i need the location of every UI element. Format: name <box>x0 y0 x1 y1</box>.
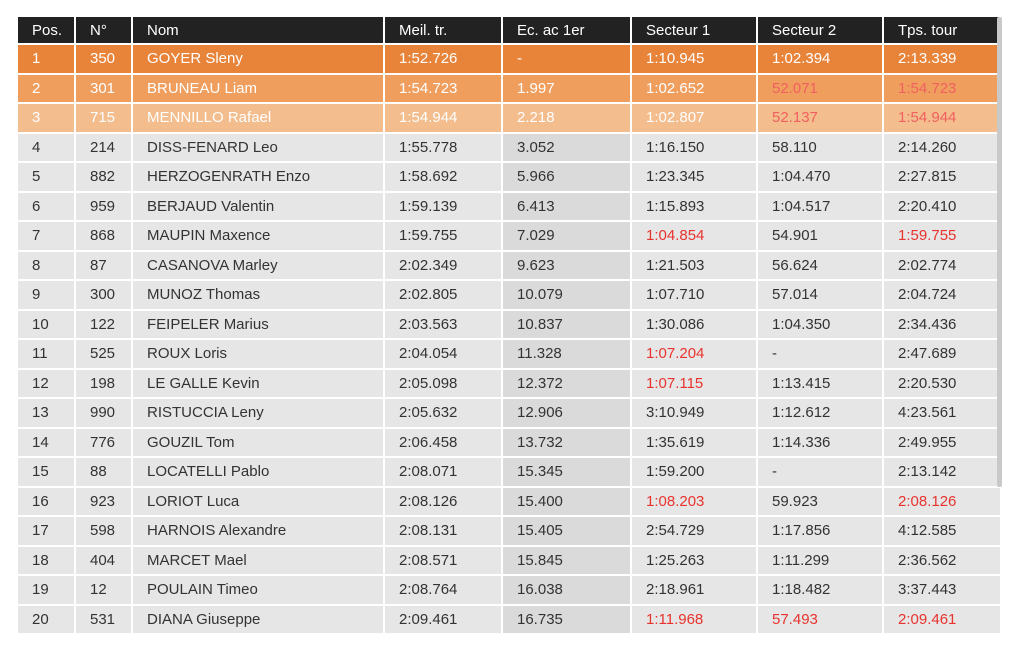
cell-sector-1: 1:23.345 <box>632 163 758 191</box>
cell-lap-time: 2:36.562 <box>884 547 1000 575</box>
cell-best-lap: 1:58.692 <box>385 163 503 191</box>
table-row[interactable] <box>18 517 1000 545</box>
cell-gap-first: 7.029 <box>503 222 632 250</box>
cell-sector-1: 1:16.150 <box>632 134 758 162</box>
cell-pos: 6 <box>18 193 76 221</box>
cell-sector-2: 1:18.482 <box>758 576 884 604</box>
cell-lap-time: 4:12.585 <box>884 517 1000 545</box>
cell-sector-2: 56.624 <box>758 252 884 280</box>
cell-lap-time: 2:02.774 <box>884 252 1000 280</box>
cell-gap-first: 16.735 <box>503 606 632 634</box>
cell-best-lap: 2:02.805 <box>385 281 503 309</box>
cell-gap-first: 5.966 <box>503 163 632 191</box>
cell-name: DIANA Giuseppe <box>133 606 385 634</box>
cell-sector-2: - <box>758 340 884 368</box>
cell-sector-2: 59.923 <box>758 488 884 516</box>
cell-number: 214 <box>76 134 133 162</box>
cell-name: ROUX Loris <box>133 340 385 368</box>
cell-number: 525 <box>76 340 133 368</box>
cell-sector-2: 1:13.415 <box>758 370 884 398</box>
cell-number: 776 <box>76 429 133 457</box>
cell-pos: 18 <box>18 547 76 575</box>
cell-pos: 13 <box>18 399 76 427</box>
cell-best-lap: 1:54.944 <box>385 104 503 132</box>
cell-sector-1: 1:21.503 <box>632 252 758 280</box>
cell-name: GOUZIL Tom <box>133 429 385 457</box>
header-pos[interactable]: Pos. <box>18 17 76 43</box>
table-row[interactable] <box>18 340 1000 368</box>
cell-pos: 5 <box>18 163 76 191</box>
cell-lap-time: 4:23.561 <box>884 399 1000 427</box>
cell-sector-1: 1:02.807 <box>632 104 758 132</box>
cell-name: GOYER Sleny <box>133 45 385 73</box>
cell-best-lap: 2:08.131 <box>385 517 503 545</box>
table-body <box>18 45 1000 633</box>
cell-lap-time: 1:59.755 <box>884 222 1000 250</box>
table-row[interactable] <box>18 281 1000 309</box>
cell-number: 404 <box>76 547 133 575</box>
cell-lap-time: 2:08.126 <box>884 488 1000 516</box>
cell-lap-time: 3:37.443 <box>884 576 1000 604</box>
table-row[interactable] <box>18 429 1000 457</box>
cell-gap-first: 1.997 <box>503 75 632 103</box>
cell-pos: 9 <box>18 281 76 309</box>
table-row[interactable] <box>18 458 1000 486</box>
cell-lap-time: 1:54.944 <box>884 104 1000 132</box>
table-row[interactable] <box>18 75 1000 103</box>
cell-pos: 10 <box>18 311 76 339</box>
cell-pos: 19 <box>18 576 76 604</box>
cell-sector-2: 1:04.470 <box>758 163 884 191</box>
table-row[interactable] <box>18 399 1000 427</box>
cell-sector-1: 1:02.652 <box>632 75 758 103</box>
cell-sector-2: 1:14.336 <box>758 429 884 457</box>
cell-sector-1: 3:10.949 <box>632 399 758 427</box>
cell-best-lap: 2:08.126 <box>385 488 503 516</box>
cell-pos: 15 <box>18 458 76 486</box>
cell-name: POULAIN Timeo <box>133 576 385 604</box>
cell-gap-first: 2.218 <box>503 104 632 132</box>
cell-number: 300 <box>76 281 133 309</box>
cell-lap-time: 2:09.461 <box>884 606 1000 634</box>
cell-sector-2: 1:02.394 <box>758 45 884 73</box>
cell-best-lap: 2:09.461 <box>385 606 503 634</box>
cell-sector-1: 1:10.945 <box>632 45 758 73</box>
cell-best-lap: 2:08.764 <box>385 576 503 604</box>
cell-sector-1: 1:08.203 <box>632 488 758 516</box>
cell-gap-first: 10.837 <box>503 311 632 339</box>
cell-pos: 4 <box>18 134 76 162</box>
cell-lap-time: 2:27.815 <box>884 163 1000 191</box>
cell-sector-2: 57.493 <box>758 606 884 634</box>
table-row[interactable] <box>18 104 1000 132</box>
cell-gap-first: - <box>503 45 632 73</box>
cell-name: MUNOZ Thomas <box>133 281 385 309</box>
cell-number: 923 <box>76 488 133 516</box>
cell-gap-first: 12.906 <box>503 399 632 427</box>
cell-number: 88 <box>76 458 133 486</box>
cell-number: 598 <box>76 517 133 545</box>
cell-lap-time: 2:20.530 <box>884 370 1000 398</box>
cell-lap-time: 2:20.410 <box>884 193 1000 221</box>
cell-number: 882 <box>76 163 133 191</box>
table-row[interactable] <box>18 163 1000 191</box>
cell-sector-2: 1:04.517 <box>758 193 884 221</box>
cell-pos: 2 <box>18 75 76 103</box>
header-sector-1[interactable]: Secteur 1 <box>632 17 758 43</box>
cell-gap-first: 9.623 <box>503 252 632 280</box>
cell-sector-1: 1:30.086 <box>632 311 758 339</box>
cell-sector-1: 1:11.968 <box>632 606 758 634</box>
header-name[interactable]: Nom <box>133 17 385 43</box>
cell-best-lap: 2:06.458 <box>385 429 503 457</box>
cell-sector-1: 1:25.263 <box>632 547 758 575</box>
cell-sector-1: 1:04.854 <box>632 222 758 250</box>
cell-sector-2: 1:17.856 <box>758 517 884 545</box>
cell-pos: 17 <box>18 517 76 545</box>
cell-best-lap: 1:59.755 <box>385 222 503 250</box>
cell-lap-time: 1:54.723 <box>884 75 1000 103</box>
cell-lap-time: 2:04.724 <box>884 281 1000 309</box>
cell-gap-first: 15.405 <box>503 517 632 545</box>
cell-sector-2: 52.137 <box>758 104 884 132</box>
cell-sector-1: 1:35.619 <box>632 429 758 457</box>
cell-name: BRUNEAU Liam <box>133 75 385 103</box>
cell-number: 12 <box>76 576 133 604</box>
cell-gap-first: 3.052 <box>503 134 632 162</box>
cell-pos: 12 <box>18 370 76 398</box>
cell-sector-2: 58.110 <box>758 134 884 162</box>
header-best-lap[interactable]: Meil. tr. <box>385 17 503 43</box>
cell-sector-2: 52.071 <box>758 75 884 103</box>
cell-lap-time: 2:13.142 <box>884 458 1000 486</box>
cell-best-lap: 2:05.098 <box>385 370 503 398</box>
cell-pos: 16 <box>18 488 76 516</box>
cell-number: 122 <box>76 311 133 339</box>
cell-number: 531 <box>76 606 133 634</box>
results-table-container[interactable] <box>18 17 1000 665</box>
cell-pos: 3 <box>18 104 76 132</box>
cell-name: MENNILLO Rafael <box>133 104 385 132</box>
cell-pos: 14 <box>18 429 76 457</box>
cell-best-lap: 2:03.563 <box>385 311 503 339</box>
cell-sector-1: 1:07.204 <box>632 340 758 368</box>
table-row[interactable] <box>18 488 1000 516</box>
vertical-scrollbar[interactable] <box>997 17 1002 487</box>
header-gap-first[interactable]: Ec. ac 1er <box>503 17 632 43</box>
cell-sector-1: 1:07.115 <box>632 370 758 398</box>
table-row[interactable] <box>18 370 1000 398</box>
cell-name: HARNOIS Alexandre <box>133 517 385 545</box>
cell-sector-2: 1:12.612 <box>758 399 884 427</box>
cell-gap-first: 10.079 <box>503 281 632 309</box>
cell-gap-first: 13.732 <box>503 429 632 457</box>
cell-name: CASANOVA Marley <box>133 252 385 280</box>
cell-number: 990 <box>76 399 133 427</box>
cell-pos: 1 <box>18 45 76 73</box>
cell-best-lap: 2:04.054 <box>385 340 503 368</box>
cell-lap-time: 2:49.955 <box>884 429 1000 457</box>
cell-name: LORIOT Luca <box>133 488 385 516</box>
cell-best-lap: 2:08.071 <box>385 458 503 486</box>
cell-pos: 8 <box>18 252 76 280</box>
cell-number: 87 <box>76 252 133 280</box>
cell-number: 198 <box>76 370 133 398</box>
table-row[interactable] <box>18 547 1000 575</box>
cell-gap-first: 11.328 <box>503 340 632 368</box>
cell-pos: 20 <box>18 606 76 634</box>
cell-name: DISS-FENARD Leo <box>133 134 385 162</box>
table-row[interactable] <box>18 252 1000 280</box>
cell-number: 868 <box>76 222 133 250</box>
cell-best-lap: 2:08.571 <box>385 547 503 575</box>
cell-best-lap: 1:54.723 <box>385 75 503 103</box>
table-header <box>18 17 1000 43</box>
cell-best-lap: 1:55.778 <box>385 134 503 162</box>
table-row[interactable] <box>18 134 1000 162</box>
cell-best-lap: 2:05.632 <box>385 399 503 427</box>
cell-gap-first: 12.372 <box>503 370 632 398</box>
table-row[interactable] <box>18 222 1000 250</box>
header-number[interactable]: N° <box>76 17 133 43</box>
cell-sector-1: 1:59.200 <box>632 458 758 486</box>
cell-sector-2: 54.901 <box>758 222 884 250</box>
cell-sector-1: 1:15.893 <box>632 193 758 221</box>
table-row[interactable] <box>18 606 1000 634</box>
results-table <box>18 17 1000 635</box>
cell-number: 350 <box>76 45 133 73</box>
cell-sector-2: - <box>758 458 884 486</box>
cell-sector-2: 1:04.350 <box>758 311 884 339</box>
cell-lap-time: 2:13.339 <box>884 45 1000 73</box>
table-row[interactable] <box>18 311 1000 339</box>
table-row[interactable] <box>18 45 1000 73</box>
cell-name: FEIPELER Marius <box>133 311 385 339</box>
cell-number: 715 <box>76 104 133 132</box>
cell-name: RISTUCCIA Leny <box>133 399 385 427</box>
cell-name: LOCATELLI Pablo <box>133 458 385 486</box>
cell-gap-first: 16.038 <box>503 576 632 604</box>
cell-gap-first: 15.400 <box>503 488 632 516</box>
cell-sector-1: 2:18.961 <box>632 576 758 604</box>
cell-pos: 7 <box>18 222 76 250</box>
table-row[interactable] <box>18 193 1000 221</box>
cell-number: 301 <box>76 75 133 103</box>
cell-lap-time: 2:47.689 <box>884 340 1000 368</box>
cell-name: MAUPIN Maxence <box>133 222 385 250</box>
cell-name: BERJAUD Valentin <box>133 193 385 221</box>
cell-name: HERZOGENRATH Enzo <box>133 163 385 191</box>
cell-number: 959 <box>76 193 133 221</box>
cell-sector-1: 1:07.710 <box>632 281 758 309</box>
cell-best-lap: 1:59.139 <box>385 193 503 221</box>
cell-gap-first: 6.413 <box>503 193 632 221</box>
header-lap-time[interactable]: Tps. tour <box>884 17 1000 43</box>
table-row[interactable] <box>18 576 1000 604</box>
cell-pos: 11 <box>18 340 76 368</box>
cell-gap-first: 15.345 <box>503 458 632 486</box>
cell-sector-2: 57.014 <box>758 281 884 309</box>
cell-lap-time: 2:14.260 <box>884 134 1000 162</box>
cell-name: MARCET Mael <box>133 547 385 575</box>
header-sector-2[interactable]: Secteur 2 <box>758 17 884 43</box>
cell-name: LE GALLE Kevin <box>133 370 385 398</box>
cell-lap-time: 2:34.436 <box>884 311 1000 339</box>
cell-sector-1: 2:54.729 <box>632 517 758 545</box>
cell-gap-first: 15.845 <box>503 547 632 575</box>
cell-sector-2: 1:11.299 <box>758 547 884 575</box>
cell-best-lap: 1:52.726 <box>385 45 503 73</box>
cell-best-lap: 2:02.349 <box>385 252 503 280</box>
